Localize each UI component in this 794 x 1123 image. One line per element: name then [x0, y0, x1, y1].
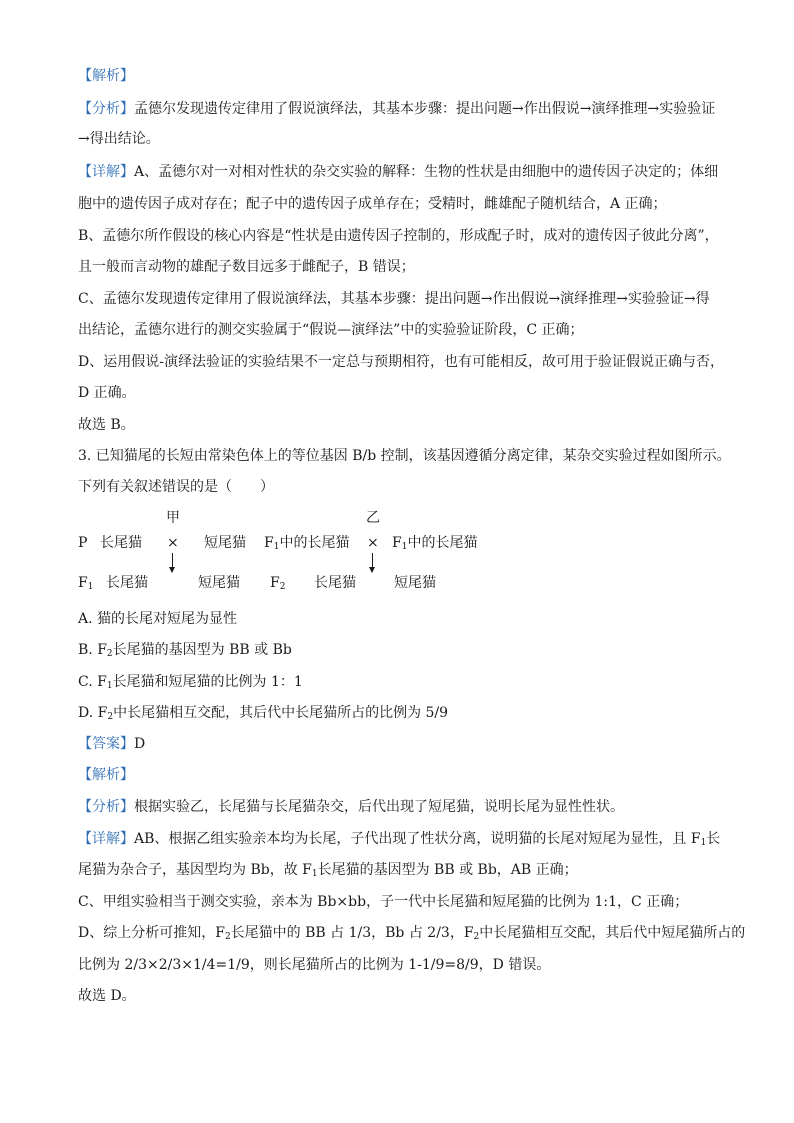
answer-line	[78, 734, 728, 754]
detail-ab-sub-2: 1	[311, 869, 318, 879]
f-subscript: 1	[273, 542, 280, 552]
f-letter: F	[78, 575, 88, 591]
detail-d-line-2: D 正确。	[78, 385, 136, 401]
detail-ab-text-1a: AB、根据乙组实验亲本均为长尾，子代出现了性状分离，说明猫的长尾对短尾为显性，且 F	[134, 831, 701, 847]
analysis-heading-2: 【解析】	[78, 767, 134, 783]
option-a: A. 猫的长尾对短尾为显性	[78, 611, 238, 627]
detail-d-line-2b: 比例为 2/3×2/3×1/4=1/9，则长尾猫所占的比例为 1-1/9=8/9，D 错误。	[78, 957, 551, 973]
conclusion-1: 故选 B。	[78, 417, 135, 433]
cross-arrow-yi	[372, 553, 373, 572]
f1-long-tail-parent-2	[392, 533, 477, 553]
f-letter: F	[392, 535, 402, 551]
detail-d-text-1c: 中长尾猫相互交配，其后代中短尾猫所占的	[479, 925, 746, 941]
analysis-paragraph-1	[78, 99, 728, 119]
fenxi-text-2: 根据实验乙，长尾猫与长尾猫杂交，后代出现了短尾猫，说明长尾为显性性状。	[134, 799, 624, 815]
option-c-post: 长尾猫和短尾猫的比例为 1：1	[112, 674, 303, 690]
option-c-pre: C. F	[78, 674, 107, 690]
detail-d-sub-1: 2	[224, 932, 231, 942]
answer-tag: 【答案】	[78, 736, 134, 752]
cross-symbol-yi: ×	[367, 535, 379, 551]
detail-b-line-2: 且一般而言动物的雄配子数目远多于雌配子，B 错误；	[78, 259, 415, 275]
f1-long-suffix: 中的长尾猫	[279, 535, 350, 551]
analysis-paragraph-2	[78, 797, 728, 817]
f-letter: F	[270, 575, 280, 591]
generation-p: P	[78, 535, 88, 551]
option-b-sub: 2	[106, 649, 113, 659]
detail-d-text-1a: D、综上分析可推知，F	[78, 925, 225, 941]
question-stem-line-2: 下列有关叙述错误的是（ ）	[78, 479, 274, 495]
f1-long-tail-cat: 长尾猫	[106, 575, 148, 591]
xiangjie-tag: 【详解】	[78, 164, 134, 180]
xiangjie-tag-2: 【详解】	[78, 831, 134, 847]
f1-long-suffix: 中的长尾猫	[407, 535, 478, 551]
f1-long-tail-parent-1	[264, 533, 349, 553]
detail-c-line: C、甲组实验相当于测交实验，亲本为 Bb×bb，子一代中长尾猫和短尾猫的比例为 1:1，C 正确；	[78, 894, 689, 910]
detail-a-line-1	[78, 162, 728, 182]
detail-c-line-1: C、孟德尔发现遗传定律用了假说演绎法，其基本步骤：提出问题→作出假说→演绎推理→实验验证→得	[78, 291, 710, 307]
option-c	[78, 672, 728, 692]
f-subscript: 1	[401, 542, 408, 552]
detail-d-text-1b: 长尾猫中的 BB 占 1/3，Bb 占 2/3，F	[230, 925, 474, 941]
f2-long-tail-cat: 长尾猫	[314, 575, 356, 591]
analysis-heading: 【解析】	[78, 68, 134, 84]
detail-d-sub-2: 2	[473, 932, 480, 942]
generation-f2	[270, 573, 285, 593]
fenxi-tag-2: 【分析】	[78, 799, 134, 815]
cross-label-jia: 甲	[166, 510, 180, 526]
detail-b-line-1: B、孟德尔所作假设的核心内容是“性状是由遗传因子控制的，形成配子时，成对的遗传因子彼此分离”，	[78, 228, 719, 244]
cross-arrow-jia	[172, 553, 173, 572]
detail-a-text: A、孟德尔对一对相对性状的杂交实验的解释：生物的性状是由细胞中的遗传因子决定的；体细	[134, 164, 719, 180]
fenxi-text: 孟德尔发现遗传定律用了假说演绎法，其基本步骤：提出问题→作出假说→演绎推理→实验验证	[134, 101, 716, 117]
option-d-pre: D. F	[78, 705, 108, 721]
question-stem-line-1: 3. 已知猫尾的长短由常染色体上的等位基因 B/b 控制，该基因遵循分离定律，某杂交实验过程如图所示。	[78, 448, 731, 464]
detail-ab-text-2a: 尾猫为杂合子，基因型均为 Bb，故 F	[78, 862, 312, 878]
option-b	[78, 640, 728, 660]
conclusion-2: 故选 D。	[78, 988, 136, 1004]
detail-d-line-1: D、运用假说-演绎法验证的实验结果不一定总与预期相符，也有可能相反，故可用于验证假说正确与否，	[78, 354, 724, 370]
analysis-paragraph-1-cont: →得出结论。	[78, 131, 160, 147]
option-c-sub: 1	[106, 681, 113, 691]
f1-short-tail-cat: 短尾猫	[198, 575, 240, 591]
generation-f1	[78, 573, 93, 593]
detail-ab-text-1b: 长	[706, 831, 721, 847]
cross-symbol-jia: ×	[167, 535, 179, 551]
p-short-tail-cat: 短尾猫	[204, 535, 246, 551]
detail-c-line-2: 出结论，孟德尔进行的测交实验属于“假说—演绎法”中的实验验证阶段，C 正确；	[78, 322, 584, 338]
cross-label-yi: 乙	[366, 510, 380, 526]
fenxi-tag: 【分析】	[78, 101, 134, 117]
f-subscript: 2	[279, 582, 286, 592]
option-b-pre: B. F	[78, 642, 107, 658]
detail-a-line-2: 胞中的遗传因子成对存在；配子中的遗传因子成单存在；受精时，雌雄配子随机结合，A 正确；	[78, 196, 667, 212]
option-d-post: 中长尾猫相互交配，其后代中长尾猫所占的比例为 5/9	[113, 705, 449, 721]
f-letter: F	[264, 535, 274, 551]
detail-ab-sub-1: 1	[700, 838, 707, 848]
detail-ab-line-1	[78, 829, 728, 849]
p-long-tail-cat: 长尾猫	[100, 535, 142, 551]
f2-short-tail-cat: 短尾猫	[394, 575, 436, 591]
detail-ab-line-2	[78, 860, 728, 880]
answer-value: D	[134, 736, 146, 752]
option-d	[78, 703, 728, 723]
detail-d-line-1b	[78, 923, 746, 943]
option-b-post: 长尾猫的基因型为 BB 或 Bb	[112, 642, 292, 658]
f-subscript: 1	[87, 582, 94, 592]
option-d-sub: 2	[107, 712, 114, 722]
detail-ab-text-2b: 长尾猫的基因型为 BB 或 Bb，AB 正确；	[317, 862, 578, 878]
